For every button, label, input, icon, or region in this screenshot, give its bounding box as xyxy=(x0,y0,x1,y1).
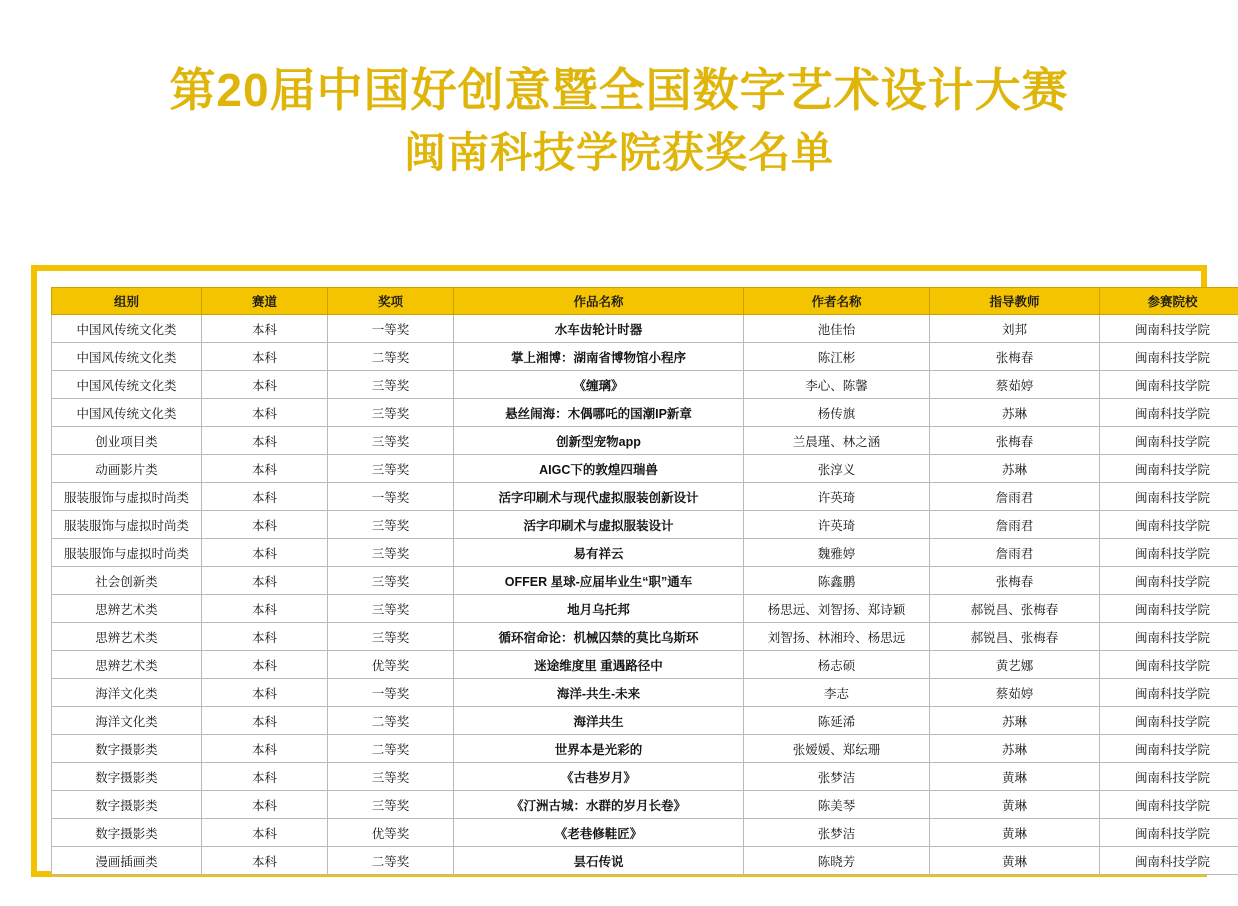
cell-school: 闽南科技学院 xyxy=(1100,707,1238,735)
cell-track: 本科 xyxy=(202,483,328,511)
cell-author: 张梦洁 xyxy=(744,819,930,847)
cell-advisor: 苏琳 xyxy=(930,455,1100,483)
cell-work-title: AIGC下的敦煌四瑞兽 xyxy=(454,455,744,483)
cell-school: 闽南科技学院 xyxy=(1100,679,1238,707)
cell-school: 闽南科技学院 xyxy=(1100,623,1238,651)
table-header-row xyxy=(52,288,1238,315)
column-header-school: 参赛院校 xyxy=(1100,288,1238,315)
table-row xyxy=(52,707,1238,735)
cell-award: 二等奖 xyxy=(328,343,454,371)
cell-author: 李心、陈馨 xyxy=(744,371,930,399)
cell-work-title: 《汀洲古城：水群的岁月长卷》 xyxy=(454,791,744,819)
cell-work-title: 《老巷修鞋匠》 xyxy=(454,819,744,847)
cell-track: 本科 xyxy=(202,707,328,735)
cell-work-title: 悬丝闹海：木偶哪吒的国潮IP新章 xyxy=(454,399,744,427)
cell-author: 杨思远、刘智扬、郑诗颖 xyxy=(744,595,930,623)
cell-group: 数字摄影类 xyxy=(52,819,202,847)
cell-award: 三等奖 xyxy=(328,427,454,455)
cell-author: 张梦洁 xyxy=(744,763,930,791)
table-row xyxy=(52,455,1238,483)
cell-group: 动画影片类 xyxy=(52,455,202,483)
cell-advisor: 黄艺娜 xyxy=(930,651,1100,679)
cell-school: 闽南科技学院 xyxy=(1100,539,1238,567)
table-row xyxy=(52,651,1238,679)
cell-track: 本科 xyxy=(202,371,328,399)
cell-work-title: 活字印刷术与虚拟服装设计 xyxy=(454,511,744,539)
cell-author: 陈晓芳 xyxy=(744,847,930,875)
cell-school: 闽南科技学院 xyxy=(1100,847,1238,875)
table-row xyxy=(52,623,1238,651)
cell-award: 优等奖 xyxy=(328,819,454,847)
column-header-work-title: 作品名称 xyxy=(454,288,744,315)
column-header-advisor: 指导教师 xyxy=(930,288,1100,315)
table-row xyxy=(52,567,1238,595)
cell-work-title: 《缠璃》 xyxy=(454,371,744,399)
cell-work-title: 《古巷岁月》 xyxy=(454,763,744,791)
cell-work-title: 海洋-共生-未来 xyxy=(454,679,744,707)
table-row xyxy=(52,315,1238,343)
table-row xyxy=(52,763,1238,791)
table-body xyxy=(52,315,1238,875)
cell-group: 数字摄影类 xyxy=(52,763,202,791)
table-row xyxy=(52,539,1238,567)
cell-award: 三等奖 xyxy=(328,763,454,791)
cell-advisor: 郝锐昌、张梅春 xyxy=(930,595,1100,623)
cell-school: 闽南科技学院 xyxy=(1100,483,1238,511)
cell-track: 本科 xyxy=(202,679,328,707)
cell-author: 杨传旗 xyxy=(744,399,930,427)
cell-advisor: 苏琳 xyxy=(930,707,1100,735)
cell-work-title: 迷途维度里 重遇路径中 xyxy=(454,651,744,679)
table-row xyxy=(52,595,1238,623)
cell-group: 海洋文化类 xyxy=(52,707,202,735)
cell-track: 本科 xyxy=(202,315,328,343)
cell-award: 一等奖 xyxy=(328,483,454,511)
awards-table-frame xyxy=(31,265,1210,877)
table-row xyxy=(52,511,1238,539)
table-row xyxy=(52,735,1238,763)
cell-advisor: 黄琳 xyxy=(930,819,1100,847)
cell-school: 闽南科技学院 xyxy=(1100,595,1238,623)
cell-advisor: 蔡茹婷 xyxy=(930,679,1100,707)
table-header xyxy=(52,288,1238,315)
table-row xyxy=(52,343,1238,371)
cell-work-title: 地月乌托邦 xyxy=(454,595,744,623)
cell-school: 闽南科技学院 xyxy=(1100,735,1238,763)
column-header-author: 作者名称 xyxy=(744,288,930,315)
awards-table xyxy=(51,287,1238,875)
cell-award: 三等奖 xyxy=(328,791,454,819)
cell-school: 闽南科技学院 xyxy=(1100,427,1238,455)
cell-school: 闽南科技学院 xyxy=(1100,455,1238,483)
cell-award: 一等奖 xyxy=(328,315,454,343)
cell-award: 三等奖 xyxy=(328,455,454,483)
cell-group: 漫画插画类 xyxy=(52,847,202,875)
cell-award: 二等奖 xyxy=(328,707,454,735)
cell-school: 闽南科技学院 xyxy=(1100,791,1238,819)
table-row xyxy=(52,483,1238,511)
cell-track: 本科 xyxy=(202,763,328,791)
cell-advisor: 张梅春 xyxy=(930,427,1100,455)
cell-author: 张淳义 xyxy=(744,455,930,483)
cell-work-title: 水车齿轮计时器 xyxy=(454,315,744,343)
cell-author: 兰晨瑾、林之涵 xyxy=(744,427,930,455)
cell-school: 闽南科技学院 xyxy=(1100,567,1238,595)
cell-author: 许英琦 xyxy=(744,483,930,511)
cell-award: 三等奖 xyxy=(328,595,454,623)
table-row xyxy=(52,427,1238,455)
cell-track: 本科 xyxy=(202,791,328,819)
table-row xyxy=(52,679,1238,707)
table-row xyxy=(52,819,1238,847)
column-header-award: 奖项 xyxy=(328,288,454,315)
cell-advisor: 詹雨君 xyxy=(930,483,1100,511)
cell-school: 闽南科技学院 xyxy=(1100,511,1238,539)
cell-advisor: 黄琳 xyxy=(930,791,1100,819)
cell-group: 创业项目类 xyxy=(52,427,202,455)
cell-group: 思辨艺术类 xyxy=(52,595,202,623)
cell-school: 闽南科技学院 xyxy=(1100,315,1238,343)
cell-track: 本科 xyxy=(202,595,328,623)
cell-track: 本科 xyxy=(202,819,328,847)
cell-school: 闽南科技学院 xyxy=(1100,371,1238,399)
cell-work-title: 掌上湘博：湖南省博物馆小程序 xyxy=(454,343,744,371)
cell-group: 服装服饰与虚拟时尚类 xyxy=(52,539,202,567)
cell-advisor: 蔡茹婷 xyxy=(930,371,1100,399)
cell-award: 三等奖 xyxy=(328,539,454,567)
cell-group: 服装服饰与虚拟时尚类 xyxy=(52,483,202,511)
cell-advisor: 张梅春 xyxy=(930,567,1100,595)
cell-school: 闽南科技学院 xyxy=(1100,651,1238,679)
cell-track: 本科 xyxy=(202,455,328,483)
cell-work-title: 易有祥云 xyxy=(454,539,744,567)
table-row xyxy=(52,791,1238,819)
cell-track: 本科 xyxy=(202,847,328,875)
title-line-1: 第20届中国好创意暨全国数字艺术设计大赛 xyxy=(169,64,1069,116)
cell-advisor: 苏琳 xyxy=(930,399,1100,427)
column-header-track: 赛道 xyxy=(202,288,328,315)
cell-advisor: 詹雨君 xyxy=(930,539,1100,567)
cell-author: 李志 xyxy=(744,679,930,707)
cell-track: 本科 xyxy=(202,735,328,763)
table-row xyxy=(52,847,1238,875)
cell-award: 三等奖 xyxy=(328,567,454,595)
cell-work-title: 海洋共生 xyxy=(454,707,744,735)
cell-award: 三等奖 xyxy=(328,623,454,651)
cell-group: 思辨艺术类 xyxy=(52,651,202,679)
cell-work-title: OFFER 星球-应届毕业生“职”通车 xyxy=(454,567,744,595)
cell-advisor: 郝锐昌、张梅春 xyxy=(930,623,1100,651)
title-line-2: 闽南科技学院获奖名单 xyxy=(403,129,834,177)
cell-track: 本科 xyxy=(202,343,328,371)
table-row xyxy=(52,399,1238,427)
cell-work-title: 循环宿命论：机械囚禁的莫比乌斯环 xyxy=(454,623,744,651)
cell-group: 中国风传统文化类 xyxy=(52,315,202,343)
column-header-group: 组别 xyxy=(52,288,202,315)
cell-group: 思辨艺术类 xyxy=(52,623,202,651)
cell-group: 社会创新类 xyxy=(52,567,202,595)
cell-award: 优等奖 xyxy=(328,651,454,679)
cell-advisor: 黄琳 xyxy=(930,763,1100,791)
cell-advisor: 黄琳 xyxy=(930,847,1100,875)
cell-award: 三等奖 xyxy=(328,511,454,539)
cell-track: 本科 xyxy=(202,539,328,567)
cell-advisor: 詹雨君 xyxy=(930,511,1100,539)
cell-school: 闽南科技学院 xyxy=(1100,343,1238,371)
cell-award: 三等奖 xyxy=(328,371,454,399)
cell-group: 中国风传统文化类 xyxy=(52,343,202,371)
cell-award: 二等奖 xyxy=(328,847,454,875)
cell-work-title: 世界本是光彩的 xyxy=(454,735,744,763)
cell-award: 一等奖 xyxy=(328,679,454,707)
cell-award: 二等奖 xyxy=(328,735,454,763)
cell-track: 本科 xyxy=(202,623,328,651)
cell-track: 本科 xyxy=(202,399,328,427)
cell-group: 中国风传统文化类 xyxy=(52,371,202,399)
cell-author: 杨志硕 xyxy=(744,651,930,679)
cell-group: 数字摄影类 xyxy=(52,735,202,763)
cell-work-title: 昙石传说 xyxy=(454,847,744,875)
cell-group: 海洋文化类 xyxy=(52,679,202,707)
cell-school: 闽南科技学院 xyxy=(1100,399,1238,427)
cell-group: 中国风传统文化类 xyxy=(52,399,202,427)
cell-school: 闽南科技学院 xyxy=(1100,763,1238,791)
cell-author: 陈江彬 xyxy=(744,343,930,371)
cell-author: 陈延浠 xyxy=(744,707,930,735)
cell-work-title: 活字印刷术与现代虚拟服装创新设计 xyxy=(454,483,744,511)
cell-group: 数字摄影类 xyxy=(52,791,202,819)
cell-author: 陈美琴 xyxy=(744,791,930,819)
cell-author: 张嫒媛、郑纭珊 xyxy=(744,735,930,763)
cell-work-title: 创新型宠物app xyxy=(454,427,744,455)
cell-track: 本科 xyxy=(202,427,328,455)
cell-author: 魏雅婷 xyxy=(744,539,930,567)
cell-award: 三等奖 xyxy=(328,399,454,427)
cell-author: 陈鑫鹏 xyxy=(744,567,930,595)
poster-title xyxy=(0,0,1238,183)
table-row xyxy=(52,371,1238,399)
cell-group: 服装服饰与虚拟时尚类 xyxy=(52,511,202,539)
cell-author: 许英琦 xyxy=(744,511,930,539)
cell-author: 池佳怡 xyxy=(744,315,930,343)
cell-track: 本科 xyxy=(202,567,328,595)
cell-track: 本科 xyxy=(202,511,328,539)
cell-author: 刘智扬、林湘玲、杨思远 xyxy=(744,623,930,651)
cell-advisor: 刘邦 xyxy=(930,315,1100,343)
cell-advisor: 张梅春 xyxy=(930,343,1100,371)
cell-school: 闽南科技学院 xyxy=(1100,819,1238,847)
cell-advisor: 苏琳 xyxy=(930,735,1100,763)
cell-track: 本科 xyxy=(202,651,328,679)
